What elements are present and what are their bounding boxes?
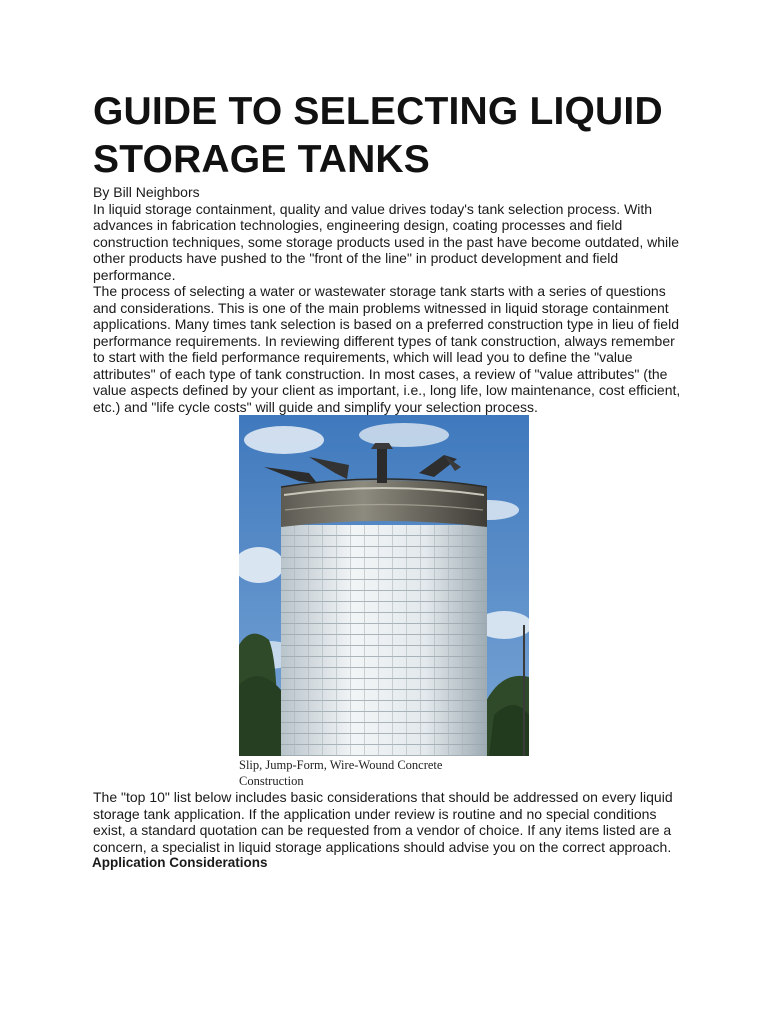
paragraph-process: The process of selecting a water or wastewater storage tank starts with a series of questions and considerations. This is one of the main problems witnessed in liquid storage containment applications. Many times tank selection is based on a preferred construction type in lieu of field performance requirements. In reviewing different types of tank construction, always remember to start with the field performance requirements, which will lead you to define the "value attributes" of each type of tank construction. In most cases, a review of "value attributes" (the value aspects defined by your client as important, i.e., long life, low maintenance, cost efficient, etc.) and "life cycle costs" will guide and simplify your selection process. bbox=[93, 283, 681, 415]
paragraph-intro: In liquid storage containment, quality and value drives today's tank selection process. With advances in fabrication technologies, engineering design, coating processes and field construction techniques, some storage products used in the past have become outdated, while other products have pushed to the "front of the line" in product development and field performance. bbox=[93, 200, 680, 283]
figure bbox=[239, 415, 529, 789]
figure-caption: Slip, Jump-Form, Wire-Wound Concrete Construction bbox=[239, 758, 443, 788]
tank-photo bbox=[239, 415, 529, 756]
article bbox=[93, 88, 683, 871]
paragraph-top10: The "top 10" list below includes basic considerations that should be addressed on every liquid storage tank application. If the application under review is routine and no special conditions exist, a standard quotation can be requested from a vendor of choice. If any items listed are a concern, a specialist in liquid storage applications should advise you on the correct approach. bbox=[93, 789, 673, 855]
section-heading: Application Considerations bbox=[92, 855, 268, 870]
article-title: GUIDE TO SELECTING LIQUID STORAGE TANKS bbox=[93, 90, 663, 181]
byline: By Bill Neighbors bbox=[93, 184, 200, 200]
